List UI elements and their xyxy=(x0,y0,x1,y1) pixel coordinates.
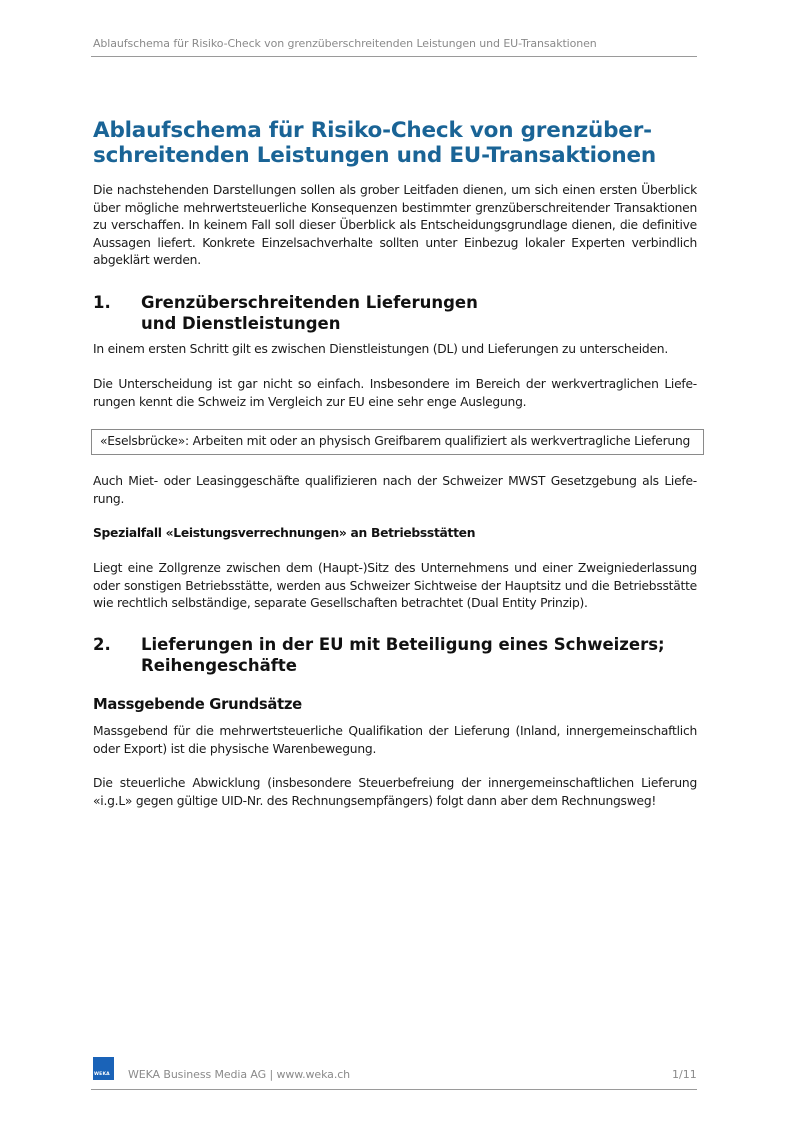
document-title-line-1: Ablaufschema für Risiko-Check von grenzüber- xyxy=(93,118,652,143)
footer-publisher: WEKA Business Media AG | www.weka.ch xyxy=(128,1068,351,1081)
weka-logo xyxy=(93,1057,114,1080)
section-1-paragraph-2: Die Unterscheidung ist gar nicht so einfach. Insbesondere im Bereich der werkvertraglichen Liefe-rungen kennt die Schweiz im Vergleich zur EU eine sehr enge Auslegung. xyxy=(93,377,697,409)
section-2-heading xyxy=(93,634,713,676)
section-2-number: 2. xyxy=(93,635,111,654)
document-title xyxy=(93,118,713,168)
section-1-title-line-1: Grenzüberschreitenden Lieferungen xyxy=(141,293,478,312)
document-title-line-2: schreitenden Leistungen und EU-Transaktionen xyxy=(93,143,656,168)
section-2-title-line-1: Lieferungen in der EU mit Beteiligung eines Schweizers; xyxy=(141,635,665,654)
callout-box xyxy=(91,429,704,455)
section-1-number: 1. xyxy=(93,293,111,312)
section-1-paragraph-3: Auch Miet- oder Leasinggeschäfte qualifizieren nach der Schweizer MWST Gesetzgebung als Liefe-rung. xyxy=(93,474,697,506)
page-number: 1/11 xyxy=(672,1068,697,1081)
weka-logo-text: WEKA xyxy=(94,1072,110,1077)
section-2-title-line-2: Reihengeschäfte xyxy=(141,656,297,675)
section-1-subheading: Spezialfall «Leistungsverrechnungen» an Betriebsstätten xyxy=(93,526,476,540)
section-1-paragraph-1: In einem ersten Schritt gilt es zwischen Dienstleistungen (DL) und Lieferungen zu unterscheiden. xyxy=(93,342,668,356)
section-1-title-line-2: und Dienstleistungen xyxy=(141,314,341,333)
section-1-sub-paragraph: Liegt eine Zollgrenze zwischen dem (Haupt-)Sitz des Unternehmens und einer Zweigniederlassung oder sonstigen Betriebsstätte, werden aus Schweizer Sichtweise der Hauptsitz und die Betriebsstätte wie rechtlich selbständige, separate Gesellschaften betrachtet (Dual Entity Prinzip). xyxy=(93,561,697,610)
section-2-paragraph-1: Massgebend für die mehrwertsteuerliche Qualifikation der Lieferung (Inland, innergemeinschaftlich oder Export) ist die physische Warenbewegung. xyxy=(93,724,697,756)
header-rule xyxy=(91,56,697,57)
section-2-paragraph-2: Die steuerliche Abwicklung (insbesondere Steuerbefreiung der innergemeinschaftlichen Lieferung «i.g.L» gegen gültige UID-Nr. des Rechnungsempfängers) folgt dann aber dem Rechnungsweg! xyxy=(93,776,697,808)
footer-rule xyxy=(91,1089,697,1090)
section-2-subheading: Massgebende Grundsätze xyxy=(93,696,302,713)
running-header: Ablaufschema für Risiko-Check von grenzüberschreitenden Leistungen und EU-Transaktionen xyxy=(93,37,597,50)
callout-text: «Eselsbrücke»: Arbeiten mit oder an physisch Greifbarem qualifiziert als werkvertragliche Lieferung xyxy=(100,434,691,448)
section-1-heading xyxy=(93,292,713,334)
intro-paragraph: Die nachstehenden Darstellungen sollen als grober Leitfaden dienen, um sich einen ersten Überblick über mögliche mehrwertsteuerliche Konsequenzen bestimmter grenzüberschreitender Transaktionen zu verschaffen. In keinem Fall soll dieser Überblick als Entscheidungsgrundlage dienen, die definitive Aussagen liefert. Konkrete Einzelsachverhalte sollten unter Einbezug lokaler Experten verbindlich abgeklärt werden. xyxy=(93,183,697,267)
